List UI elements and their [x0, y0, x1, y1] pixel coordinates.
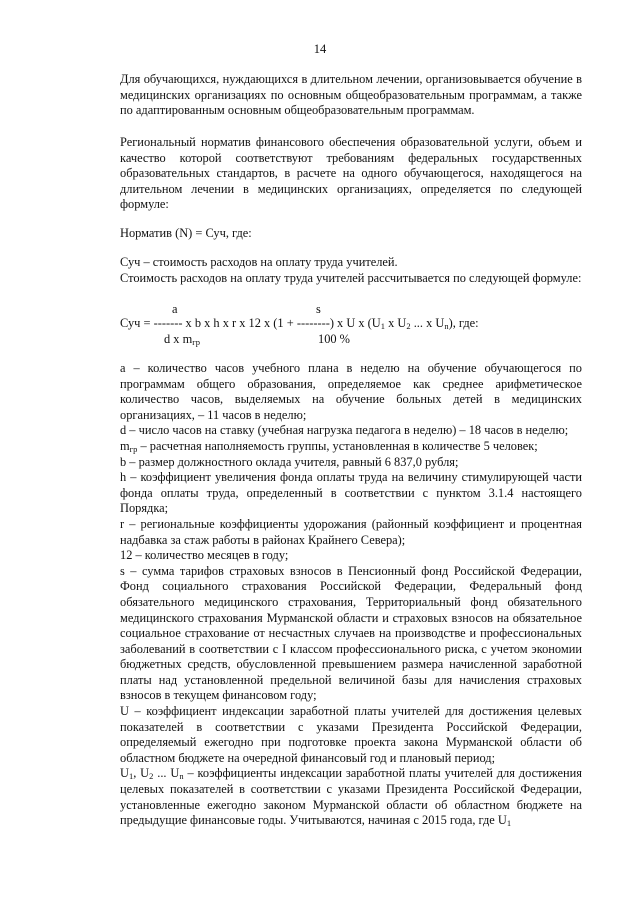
- def-u: U – коэффициент индексации заработной платы учителей для достижения целевых показателей в соответствии с указами Президента Российской Федерации, определяемый ежегодно при подготовке проекта закона Мурманской области об областном бюджете на очередной финансовый год и плановый период;: [120, 704, 582, 765]
- formula-denominator-d: d x $m_{гр}$: [164, 332, 200, 347]
- paragraph-2-wrap: [120, 135, 582, 213]
- norm-line: [120, 226, 582, 242]
- def-b: b – размер должностного оклада учителя, равный 6 837,0 рубля;: [120, 454, 459, 469]
- cost-formula: [120, 302, 590, 350]
- such-definition: Суч – стоимость расходов на оплату труда учителей.: [120, 255, 398, 269]
- paragraph-regional-norm: Региональный норматив финансового обеспечения образовательной услуги, объем и качество которой соответствуют требованиям федеральных государственных образовательных стандартов, в расчете на одного обучающегося, находящегося на длительном лечении в медицинских организациях, определяется по следующей формуле:: [120, 135, 582, 212]
- such-wrap: [120, 255, 582, 286]
- def-a: a – количество часов учебного плана в неделю на обучение обучающегося по программам общего образования, определяемое как среднее арифметическое количество часов, выделяемых на обучение больных детей в медицинских организациях, – 11 часов в неделю;: [120, 361, 582, 422]
- definitions: [120, 361, 582, 829]
- formula-numerator-a: a: [172, 302, 178, 316]
- formula-main-line: Суч = ------- x b x h x r x 12 x (1 + --------) x U x ($U_1$ x $U_2$ ... x $U_n$), где:: [120, 316, 479, 331]
- def-un: $U_1$, $U_2$ ... $U_n$ – коэффициенты индексации заработной платы учителей для достижения целевых показателей в соответствии с указами Президента Российской Федерации, установленные ежегодно законом Мурманской области об областном бюджете на предыдущие финансовые годы. Учитываются, начиная с 2015 года, где $U_1$: [120, 766, 582, 829]
- paragraph-long-treatment: Для обучающихся, нуждающихся в длительном лечении, организовывается обучение в медицинских организациях по основным общеобразовательным программам, а также по адаптированным основным общеобразовательным программам.: [120, 72, 582, 118]
- cost-formula-intro: Стоимость расходов на оплату труда учителей рассчитывается по следующей формуле:: [120, 270, 582, 285]
- paragraph-1: [120, 72, 582, 119]
- def-12: 12 – количество месяцев в году;: [120, 548, 289, 563]
- def-r: r – региональные коэффициенты удорожания (районный коэффициент и процентная надбавка за стаж работы в районах Крайнего Севера);: [120, 516, 582, 547]
- page-number: 14: [313, 42, 327, 56]
- def-h: h – коэффициент увеличения фонда оплаты труда на величину стимулирующей части фонда оплаты труда, определенный в соответствии с пунктом 3.1.4 настоящего Порядка;: [120, 470, 582, 516]
- norm-formula: Норматив (N) = Суч, где:: [120, 226, 252, 240]
- def-m: $m_{гр}$ – расчетная наполняемость группы, установленная в количестве 5 человек;: [120, 438, 538, 454]
- formula-denominator-100: 100 %: [318, 332, 351, 346]
- def-d: d – число часов на ставку (учебная нагрузка педагога в неделю) – 18 часов в неделю;: [120, 423, 569, 438]
- def-s: s – сумма тарифов страховых взносов в Пенсионный фонд Российской Федерации, Фонд социального страхования Российской Федерации, Федеральный фонд обязательного медицинского страхования, Территориальный фонд обязательного медицинского страхования Мурманской области и страховых взносов на обязательное социальное страхование от несчастных случаев на производстве и профессиональных заболеваний в соответствии с I классом профессионального риска, с учетом экономии бюджетных средств, обусловленной превышением размера начисленной заработной платы над установленной предельной величиной базы для начисления страховых взносов в текущем финансовом году;: [120, 563, 582, 703]
- formula-numerator-s: s: [316, 302, 321, 316]
